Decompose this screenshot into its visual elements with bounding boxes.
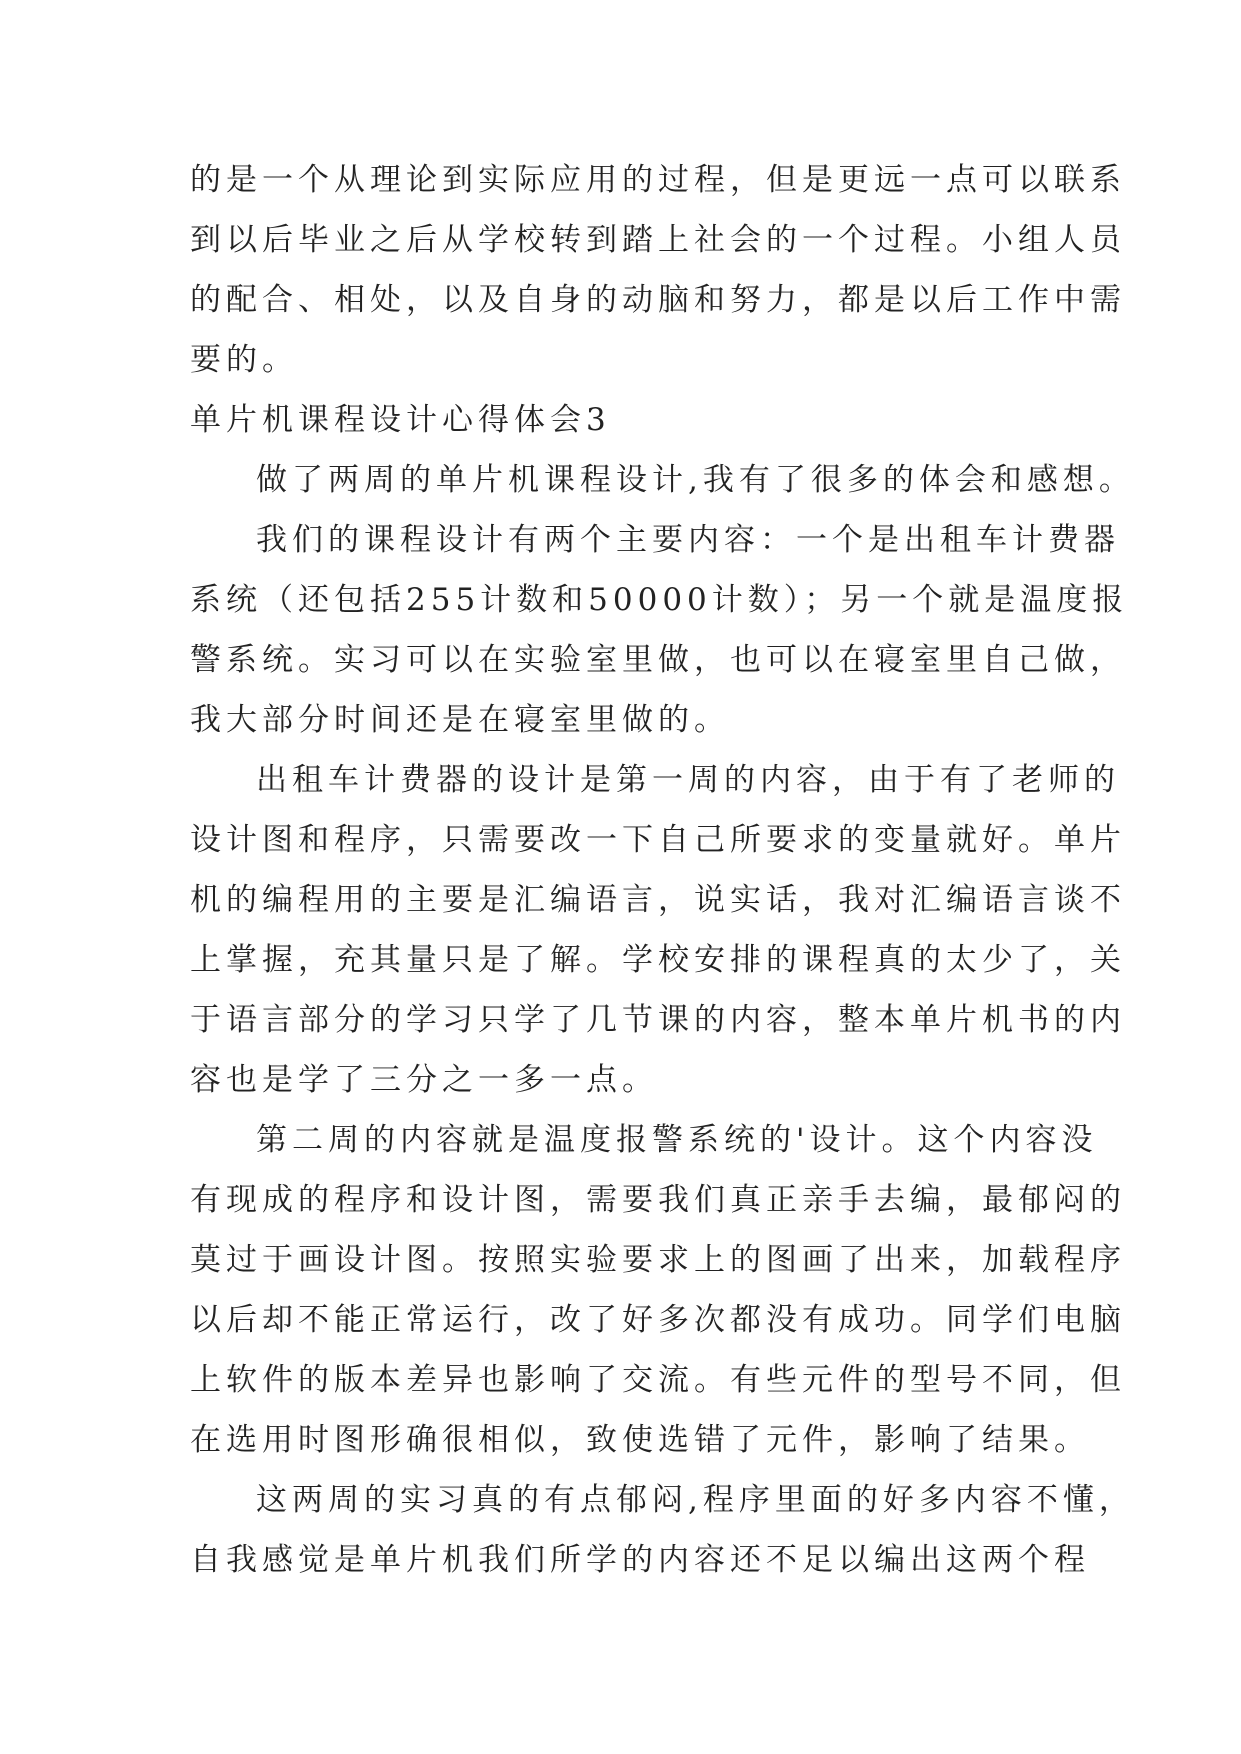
text-line: 到以后毕业之后从学校转到踏上社会的一个过程。小组人员 — [190, 222, 1126, 258]
text-line: 容也是学了三分之一多一点。 — [190, 1062, 658, 1098]
text-line: 系统（还包括255计数和50000计数）；另一个就是温度报 — [190, 582, 1129, 618]
text-line: 我们的课程设计有两个主要内容：一个是出租车计费器 — [256, 522, 1120, 558]
text-line: 以后却不能正常运行，改了好多次都没有成功。同学们电脑 — [190, 1302, 1126, 1338]
text-line: 要的。 — [190, 342, 298, 378]
text-line: 于语言部分的学习只学了几节课的内容，整本单片机书的内 — [190, 1002, 1126, 1038]
text-line: 上软件的版本差异也影响了交流。有些元件的型号不同，但 — [190, 1362, 1126, 1398]
text-line: 警系统。实习可以在实验室里做，也可以在寝室里自己做， — [190, 642, 1126, 678]
text-line: 这两周的实习真的有点郁闷,程序里面的好多内容不懂， — [256, 1482, 1135, 1518]
section-heading: 单片机课程设计心得体会3 — [190, 402, 611, 438]
text-line: 机的编程用的主要是汇编语言，说实话，我对汇编语言谈不 — [190, 882, 1126, 918]
text-line: 莫过于画设计图。按照实验要求上的图画了出来，加载程序 — [190, 1242, 1126, 1278]
text-line: 在选用时图形确很相似，致使选错了元件，影响了结果。 — [190, 1422, 1090, 1458]
text-line: 出租车计费器的设计是第一周的内容，由于有了老师的 — [256, 762, 1120, 798]
text-line: 的是一个从理论到实际应用的过程，但是更远一点可以联系 — [190, 162, 1126, 198]
text-line: 上掌握，充其量只是了解。学校安排的课程真的太少了，关 — [190, 942, 1126, 978]
text-line: 第二周的内容就是温度报警系统的'设计。这个内容没 — [256, 1122, 1098, 1158]
text-line: 的配合、相处，以及自身的动脑和努力，都是以后工作中需 — [190, 282, 1126, 318]
text-line: 自我感觉是单片机我们所学的内容还不足以编出这两个程 — [190, 1542, 1090, 1578]
text-line: 做了两周的单片机课程设计,我有了很多的体会和感想。 — [256, 462, 1135, 498]
text-line: 我大部分时间还是在寝室里做的。 — [190, 702, 730, 738]
text-line: 设计图和程序，只需要改一下自己所要求的变量就好。单片 — [190, 822, 1126, 858]
text-line: 有现成的程序和设计图，需要我们真正亲手去编，最郁闷的 — [190, 1182, 1126, 1218]
